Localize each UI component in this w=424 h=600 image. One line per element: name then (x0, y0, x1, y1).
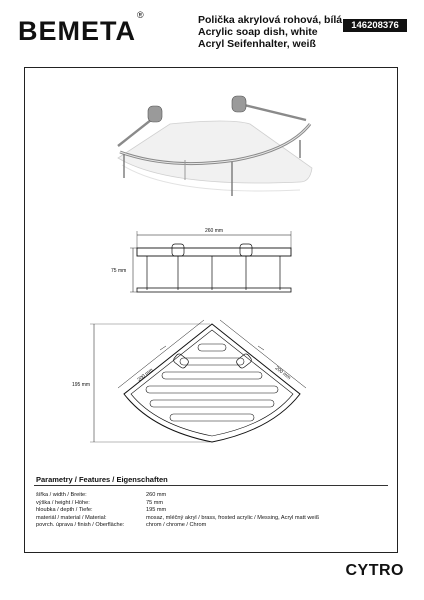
params-row (36, 507, 319, 515)
params-row (36, 500, 319, 508)
top-view-drawing (90, 320, 306, 442)
right-side-dimension-label: 200 mm (273, 365, 292, 382)
height-dimension-label: 75 mm (111, 268, 127, 274)
width-dimension-label: 260 mm (204, 228, 224, 234)
param-value: mosaz, mléčný akryl / brass, frosted acrylic / Messing, Acryl matt weiß (146, 514, 320, 521)
param-key: povrch. úprava / finish / Oberfläche: (36, 522, 125, 529)
title-english: Acrylic soap dish, white (198, 26, 318, 38)
title-czech: Polička akrylová rohová, bílá (198, 14, 343, 26)
params-table (36, 492, 319, 530)
param-value: 195 mm (146, 507, 167, 514)
left-side-dimension-label: 200 mm (136, 367, 155, 384)
params-divider (34, 485, 388, 486)
params-row (36, 492, 319, 500)
param-key: hloubka / depth / Tiefe: (36, 507, 93, 514)
front-view-drawing (130, 231, 291, 292)
params-row (36, 515, 319, 523)
registered-mark: ® (137, 10, 145, 20)
param-key: šířka / width / Breite: (36, 492, 87, 498)
product-photo (118, 96, 312, 196)
param-value: 260 mm (146, 492, 167, 498)
param-key: výška / height / Höhe: (36, 499, 90, 506)
param-key: materiál / material / Material: (36, 514, 107, 521)
param-value: chrom / chrome / Chrom (146, 522, 207, 529)
depth-dimension-label: 195 mm (72, 382, 91, 388)
params-title: Parametry / Features / Eigenschaften (36, 475, 168, 484)
params-row (36, 522, 319, 530)
series-name: CYTRO (345, 562, 404, 579)
brand-name: BEMETA (18, 16, 136, 46)
param-value: 75 mm (146, 499, 164, 506)
product-code-badge: 146208376 (343, 19, 407, 32)
title-german: Acryl Seifenhalter, weiß (198, 38, 316, 50)
